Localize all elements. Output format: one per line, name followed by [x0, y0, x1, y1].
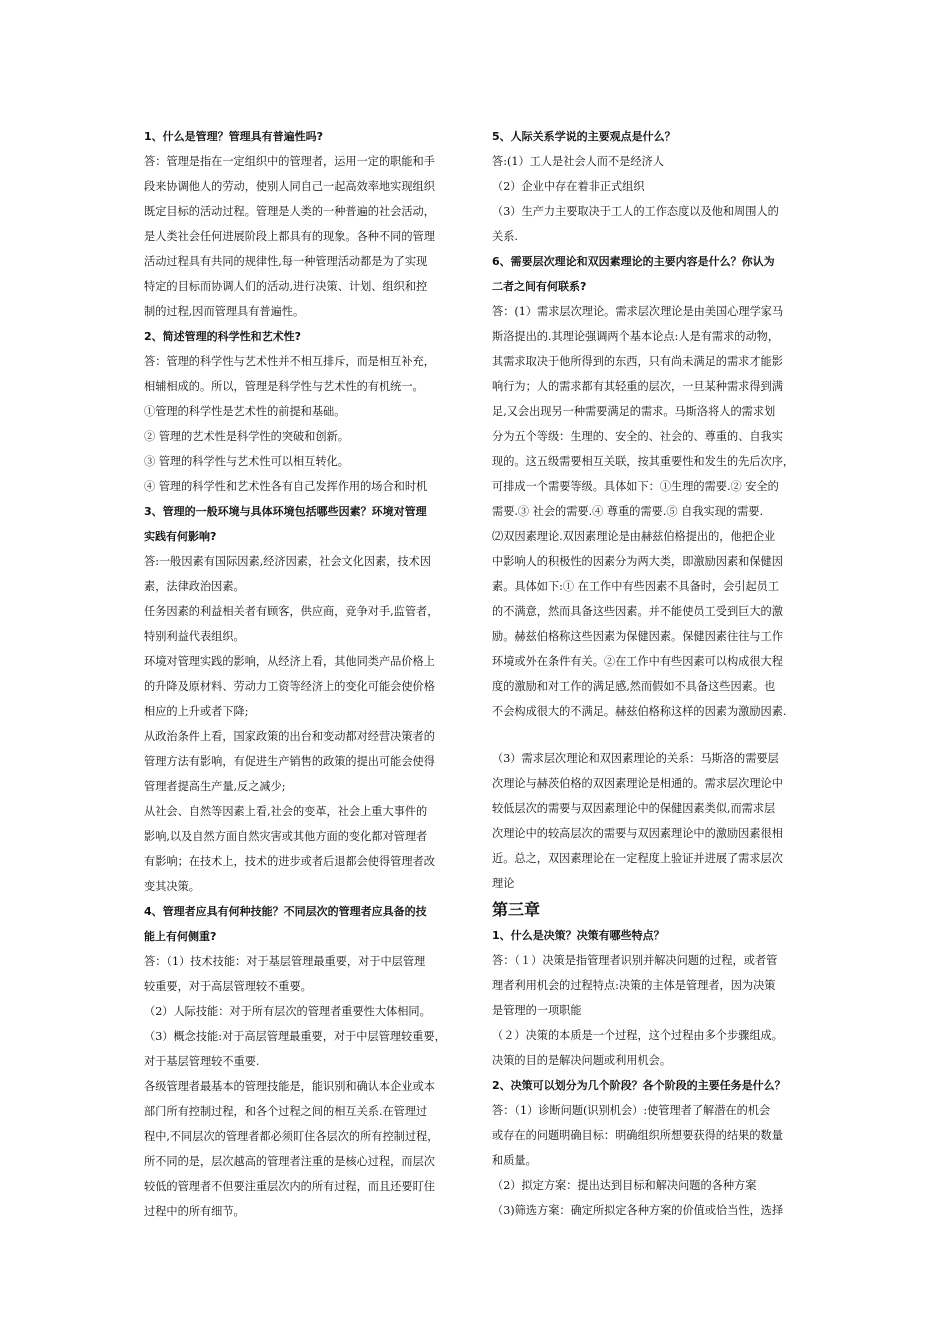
text-line: 从社会、自然等因素上看,社会的变革，社会上重大事件的 [144, 805, 428, 818]
text-line: 分为五个等级：生理的、安全的、社会的、尊重的、自我实 [492, 430, 783, 443]
text-line: 程中,不同层次的管理者都必须盯住各层次的所有控制过程， [144, 1130, 439, 1143]
text-line: （2）拟定方案：提出达到目标和解决问题的各种方案 [492, 1179, 757, 1192]
text-line: 的不满意，然而具备这些因素。并不能使员工受到巨大的激 [492, 605, 783, 618]
text-line: 1、什么是管理？管理具有普遍性吗? [144, 130, 324, 143]
question-heading [492, 923, 814, 948]
text-line: 二者之间有何联系? [492, 280, 587, 293]
text-line: （3）需求层次理论和双因素理论的关系：马斯洛的需要层 [492, 752, 779, 765]
text-line: 制的过程,因而管理具有普遍性。 [144, 305, 305, 318]
text-line: 答：管理是指在一定组织中的管理者，运用一定的职能和手 [144, 155, 435, 168]
text-line: （2）企业中存在着非正式组织 [492, 180, 645, 193]
answer-paragraph [492, 746, 814, 896]
text-line: （2）人际技能：对于所有层次的管理者重要性大体相同。 [144, 1005, 431, 1018]
answer-paragraph [144, 474, 466, 499]
answer-paragraph [144, 724, 466, 799]
text-line: 段来协调他人的劳动，使别人同自己一起高效率地实现组织 [144, 180, 435, 193]
question-heading [492, 124, 814, 149]
text-line: 斯洛提出的.其理论强调两个基本论点:人是有需求的动物， [492, 330, 780, 343]
answer-paragraph [144, 549, 466, 599]
answer-paragraph [492, 948, 814, 1023]
answer-paragraph [144, 449, 466, 474]
text-line: 理论 [492, 877, 515, 890]
text-line: 过程中的所有细节。 [144, 1205, 245, 1218]
text-line: 关系. [492, 230, 518, 243]
text-line: 部门所有控制过程，和各个过程之间的相互关系.在管理过 [144, 1105, 428, 1118]
text-line: 答：（1）诊断问题(识别机会）:使管理者了解潜在的机会 [492, 1104, 771, 1117]
left-column [144, 124, 466, 1224]
spacer [492, 724, 814, 746]
text-line: 答:一般因素有国际因素,经济因素，社会文化因素，技术因 [144, 555, 432, 568]
text-line: 特定的目标而协调人们的活动,进行决策、计划、组织和控 [144, 280, 428, 293]
text-line: 2、决策可以划分为几个阶段？各个阶段的主要任务是什么？ [492, 1079, 786, 1092]
text-line: 励。赫兹伯格称这些因素为保健因素。保健因素往往与工作 [492, 630, 783, 643]
text-line: 变其决策。 [144, 880, 200, 893]
answer-paragraph [144, 1074, 466, 1224]
text-line: 管理方法有影响，有促进生产销售的政策的提出可能会使得 [144, 755, 435, 768]
text-line: 对于基层管理较不重要. [144, 1055, 260, 1068]
text-line: 实践有何影响? [144, 530, 217, 543]
text-line: 需要.③ 社会的需要.④ 尊重的需要.⑤ 自我实现的需要. [492, 505, 764, 518]
answer-paragraph [144, 149, 466, 324]
text-line: 次理论中的较高层次的需要与双因素理论中的激励因素很相 [492, 827, 783, 840]
answer-paragraph [492, 1098, 814, 1173]
right-column [492, 124, 814, 1223]
text-line: 5、人际关系学说的主要观点是什么？ [492, 130, 676, 143]
text-line: 答：管理的科学性与艺术性并不相互排斥，而是相互补充， [144, 355, 435, 368]
text-line: 足,又会出现另一种需要满足的需求。马斯洛将人的需求划 [492, 405, 776, 418]
text-line: 近。总之，双因素理论在一定程度上验证并进展了需求层次 [492, 852, 783, 865]
text-line: 有影响；在技术上，技术的进步或者后退都会使得管理者改 [144, 855, 435, 868]
text-line: 或存在的问题明确目标：明确组织所想要获得的结果的数量 [492, 1129, 783, 1142]
answer-paragraph [144, 399, 466, 424]
answer-paragraph [144, 1024, 466, 1074]
question-heading [144, 899, 466, 949]
text-line: 答：(1）需求层次理论。需求层次理论是由美国心理学家马 [492, 305, 784, 318]
answer-paragraph [492, 524, 814, 724]
text-line: 较低层次的需要与双因素理论中的保健因素类似,而需求层 [492, 802, 776, 815]
text-line: 不会构成很大的不满足。赫兹伯格称这样的因素为激励因素. [492, 705, 787, 718]
answer-paragraph [144, 999, 466, 1024]
answer-paragraph [144, 949, 466, 999]
text-line: ② 管理的艺术性是科学性的突破和创新。 [144, 430, 349, 443]
text-line: 影响,以及自然方面自然灾害或其他方面的变化都对管理者 [144, 830, 428, 843]
text-line: 素。具体如下:① 在工作中有些因素不具备时，会引起员工 [492, 580, 780, 593]
text-line: 环境或外在条件有关。②在工作中有些因素可以构成很大程 [492, 655, 783, 668]
text-line: 4、管理者应具有何种技能？不同层次的管理者应具备的技 [144, 905, 427, 918]
text-line: 现的。这五级需要相互关联，按其重要性和发生的先后次序， [492, 455, 795, 468]
text-line: 特别利益代表组织。 [144, 630, 245, 643]
text-line: 可排成一个需要等级。具体如下：①生理的需要.② 安全的 [492, 480, 779, 493]
text-line: 相辅相成的。所以，管理是科学性与艺术性的有机统一。 [144, 380, 424, 393]
text-line: 从政治条件上看，国家政策的出台和变动都对经营决策者的 [144, 730, 435, 743]
text-line: 既定目标的活动过程。管理是人类的一种普遍的社会活动， [144, 205, 435, 218]
text-line: （3）生产力主要取决于工人的工作态度以及他和周围人的 [492, 205, 779, 218]
text-line: 理者利用机会的过程特点:决策的主体是管理者，因为决策 [492, 979, 776, 992]
text-line: 管理者提高生产量,反之减少; [144, 780, 286, 793]
text-line: 第三章 [492, 900, 541, 919]
answer-paragraph [492, 1023, 814, 1073]
answer-paragraph [144, 349, 466, 399]
chapter-title [492, 896, 814, 923]
text-line: 其需求取决于他所得到的东西，只有尚未满足的需求才能影 [492, 355, 783, 368]
text-line: 度的激励和对工作的满足感,然而假如不具备这些因素。也 [492, 680, 776, 693]
question-heading [144, 324, 466, 349]
text-line: 中影响人的积极性的因素分为两大类，即激励因素和保健因 [492, 555, 783, 568]
answer-paragraph [492, 174, 814, 199]
text-line: 是人类社会任何进展阶段上都具有的现象。各种不同的管理 [144, 230, 435, 243]
text-line: 答：（1）技术技能：对于基层管理最重要，对于中层管理 [144, 955, 426, 968]
text-line: （3)筛选方案：确定所拟定各种方案的价值或恰当性，选择 [492, 1204, 784, 1217]
text-line: 素，法律政治因素。 [144, 580, 245, 593]
text-line: 1、什么是决策？决策有哪些特点？ [492, 929, 665, 942]
text-line: ①管理的科学性是艺术性的前提和基础。 [144, 405, 346, 418]
text-line: 能上有何侧重? [144, 930, 217, 943]
question-heading [492, 1073, 814, 1098]
answer-paragraph [492, 199, 814, 249]
text-line: 较重要，对于高层管理较不重要。 [144, 980, 312, 993]
text-line: ④ 管理的科学性和艺术性各有自己发挥作用的场合和时机 [144, 480, 428, 493]
text-line: ⑵双因素理论.双因素理论是由赫兹伯格提出的，他把企业 [492, 530, 776, 543]
text-line: 活动过程具有共同的规律性,每一种管理活动都是为了实现 [144, 255, 428, 268]
text-line: 相应的上升或者下降; [144, 705, 249, 718]
text-line: 各级管理者最基本的管理技能是，能识别和确认本企业或本 [144, 1080, 435, 1093]
text-line: 次理论与赫茨伯格的双因素理论是相通的。需求层次理论中 [492, 777, 783, 790]
text-line: 3、管理的一般环境与具体环境包括哪些因素？环境对管理 [144, 505, 427, 518]
text-line: 2、简述管理的科学性和艺术性? [144, 330, 302, 343]
text-line: 是管理的一项职能 [492, 1004, 582, 1017]
text-line: 较低的管理者不但要注重层次内的所有过程，而且还要盯住 [144, 1180, 435, 1193]
text-line: 决策的目的是解决问题或利用机会。 [492, 1054, 672, 1067]
text-line: ③ 管理的科学性与艺术性可以相互转化。 [144, 455, 349, 468]
text-line: 和质量。 [492, 1154, 537, 1167]
answer-paragraph [144, 424, 466, 449]
text-line: 任务因素的利益相关者有顾客，供应商，竞争对手,监管者， [144, 605, 439, 618]
answer-paragraph [492, 299, 814, 524]
answer-paragraph [144, 649, 466, 724]
text-line: 响行为；人的需求都有其轻重的层次，一旦某种需求得到满 [492, 380, 783, 393]
text-line: 6、需要层次理论和双因素理论的主要内容是什么？你认为 [492, 255, 775, 268]
answer-paragraph [144, 599, 466, 649]
question-heading [492, 249, 814, 299]
text-line: （3）概念技能:对于高层管理最重要，对于中层管理较重要， [144, 1030, 446, 1043]
text-line: 环境对管理实践的影响，从经济上看，其他同类产品价格上 [144, 655, 435, 668]
answer-paragraph [144, 799, 466, 899]
text-line: 所不同的是，层次越高的管理者注重的是核心过程，而层次 [144, 1155, 435, 1168]
answer-paragraph [492, 1173, 814, 1198]
question-heading [144, 124, 466, 149]
text-line: 的升降及原材料、劳动力工资等经济上的变化可能会使价格 [144, 680, 435, 693]
text-line: 答：（１）决策是指管理者识别并解决问题的过程，或者管 [492, 954, 778, 967]
question-heading [144, 499, 466, 549]
answer-paragraph [492, 149, 814, 174]
text-line: 答:(1）工人是社会人而不是经济人 [492, 155, 664, 168]
answer-paragraph [492, 1198, 814, 1223]
text-line: （２）决策的本质是一个过程，这个过程由多个步骤组成。 [492, 1029, 783, 1042]
